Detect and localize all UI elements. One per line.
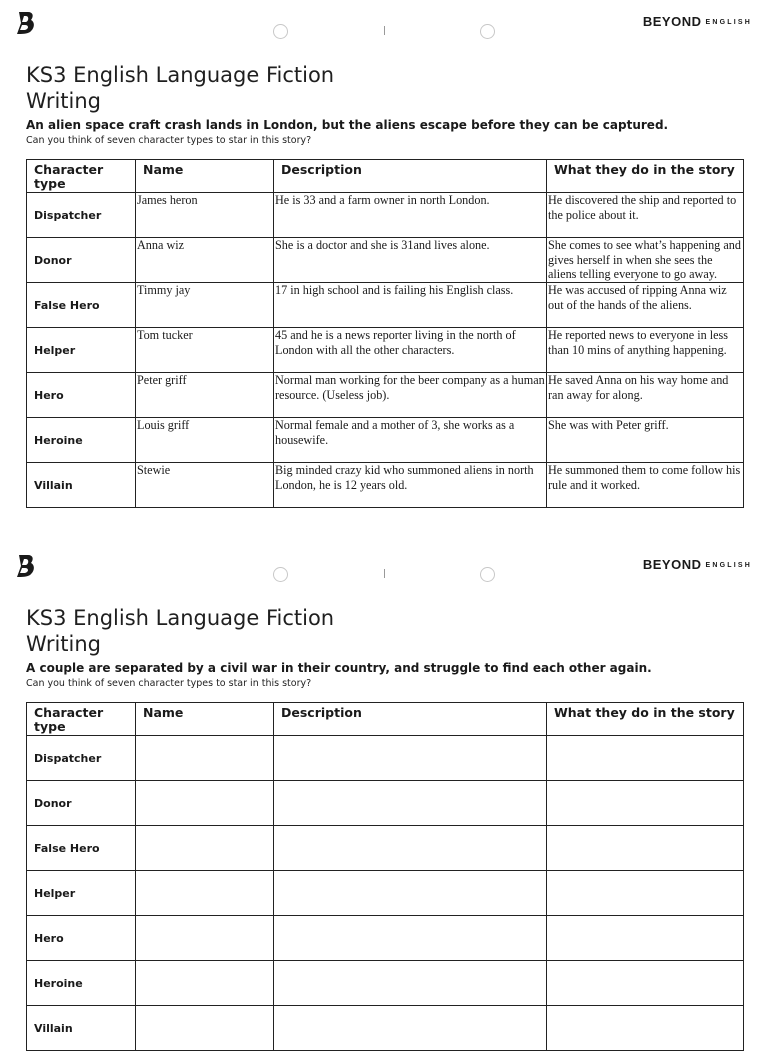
character-type-cell: Villain [27,1006,136,1051]
action-cell[interactable]: He was accused of ripping Anna wiz out of the hands of the aliens. [547,283,744,328]
beyond-logo-icon [16,554,36,578]
name-cell[interactable]: Tom tucker [136,328,274,373]
name-cell[interactable] [136,961,274,1006]
character-type-cell: Donor [27,238,136,283]
character-type-cell: Hero [27,373,136,418]
character-table [26,159,744,508]
description-cell[interactable]: Normal female and a mother of 3, she works as a housewife. [274,418,547,463]
header-action: What they do in the story [547,160,744,193]
hole-punch-mark [480,567,495,582]
name-cell[interactable] [136,916,274,961]
table-row [27,916,744,961]
title-line-1: KS3 English Language Fiction [26,63,335,87]
table-row [27,826,744,871]
name-cell[interactable]: Peter griff [136,373,274,418]
table-row [27,328,744,373]
question-text: Can you think of seven character types to star in this story? [26,678,312,689]
name-cell[interactable]: Stewie [136,463,274,508]
description-cell[interactable] [274,961,547,1006]
beyond-logo-icon [16,11,36,35]
character-type-cell: Heroine [27,961,136,1006]
story-prompt: An alien space craft crash lands in London, but the aliens escape before they can be captured. [26,118,669,132]
action-cell[interactable]: He discovered the ship and reported to the police about it. [547,193,744,238]
name-cell[interactable]: Louis griff [136,418,274,463]
brand-wordmark [643,557,752,572]
character-type-cell: Helper [27,328,136,373]
name-cell[interactable]: Anna wiz [136,238,274,283]
brand-wordmark [643,14,752,29]
header-name: Name [136,160,274,193]
action-cell[interactable] [547,871,744,916]
action-cell[interactable]: He summoned them to come follow his rule and it worked. [547,463,744,508]
center-mark [384,26,385,35]
title-line-2: Writing [26,89,101,113]
description-cell[interactable]: She is a doctor and she is 31and lives alone. [274,238,547,283]
name-cell[interactable] [136,736,274,781]
hole-punch-mark [273,567,288,582]
table-header-row [27,703,744,736]
page-title [26,605,334,657]
action-cell[interactable]: He reported news to everyone in less than 10 mins of anything happening. [547,328,744,373]
title-line-1: KS3 English Language Fiction [26,606,335,630]
header-action: What they do in the story [547,703,744,736]
description-cell[interactable] [274,871,547,916]
character-type-cell: Helper [27,871,136,916]
table-row [27,463,744,508]
table-row [27,193,744,238]
header-description: Description [274,160,547,193]
description-cell[interactable] [274,1006,547,1051]
description-cell[interactable]: 45 and he is a news reporter living in the north of London with all the other characters. [274,328,547,373]
action-cell[interactable]: He saved Anna on his way home and ran away for along. [547,373,744,418]
action-cell[interactable] [547,1006,744,1051]
character-type-cell: Donor [27,781,136,826]
description-cell[interactable] [274,736,547,781]
name-cell[interactable] [136,1006,274,1051]
story-prompt: A couple are separated by a civil war in their country, and struggle to find each other again. [26,661,652,675]
name-cell[interactable]: Timmy jay [136,283,274,328]
description-cell[interactable]: He is 33 and a farm owner in north London. [274,193,547,238]
character-type-cell: Hero [27,916,136,961]
header-description: Description [274,703,547,736]
brand-small: ENGLISH [705,19,752,26]
description-cell[interactable]: Normal man working for the beer company as a human resource. (Useless job). [274,373,547,418]
table-row [27,418,744,463]
table-row [27,283,744,328]
description-cell[interactable]: 17 in high school and is failing his English class. [274,283,547,328]
description-cell[interactable] [274,781,547,826]
header-name: Name [136,703,274,736]
character-type-cell: Heroine [27,418,136,463]
center-mark [384,569,385,578]
brand-main: BEYOND [642,557,702,572]
action-cell[interactable] [547,826,744,871]
table-row [27,373,744,418]
brand-main: BEYOND [642,14,702,29]
question-text: Can you think of seven character types to star in this story? [26,135,312,146]
action-cell[interactable] [547,781,744,826]
character-type-cell: False Hero [27,826,136,871]
name-cell[interactable]: James heron [136,193,274,238]
table-row [27,961,744,1006]
description-cell[interactable]: Big minded crazy kid who summoned aliens in north London, he is 12 years old. [274,463,547,508]
table-row [27,238,744,283]
action-cell[interactable] [547,736,744,781]
brand-small: ENGLISH [705,562,752,569]
character-type-cell: Dispatcher [27,193,136,238]
table-row [27,871,744,916]
table-row [27,781,744,826]
name-cell[interactable] [136,781,274,826]
table-row [27,1006,744,1051]
page-title [26,62,334,114]
action-cell[interactable] [547,961,744,1006]
header-character-type: Character type [27,160,136,193]
hole-punch-mark [480,24,495,39]
description-cell[interactable] [274,916,547,961]
description-cell[interactable] [274,826,547,871]
character-type-cell: Villain [27,463,136,508]
name-cell[interactable] [136,871,274,916]
character-type-cell: Dispatcher [27,736,136,781]
header-character-type: Character type [27,703,136,736]
name-cell[interactable] [136,826,274,871]
action-cell[interactable]: She was with Peter griff. [547,418,744,463]
table-header-row [27,160,744,193]
table-row [27,736,744,781]
action-cell[interactable] [547,916,744,961]
hole-punch-mark [273,24,288,39]
action-cell[interactable]: She comes to see what’s happening and gives herself in when she sees the aliens telling everyone to go away. [547,238,744,283]
character-table [26,702,744,1051]
character-type-cell: False Hero [27,283,136,328]
title-line-2: Writing [26,632,101,656]
